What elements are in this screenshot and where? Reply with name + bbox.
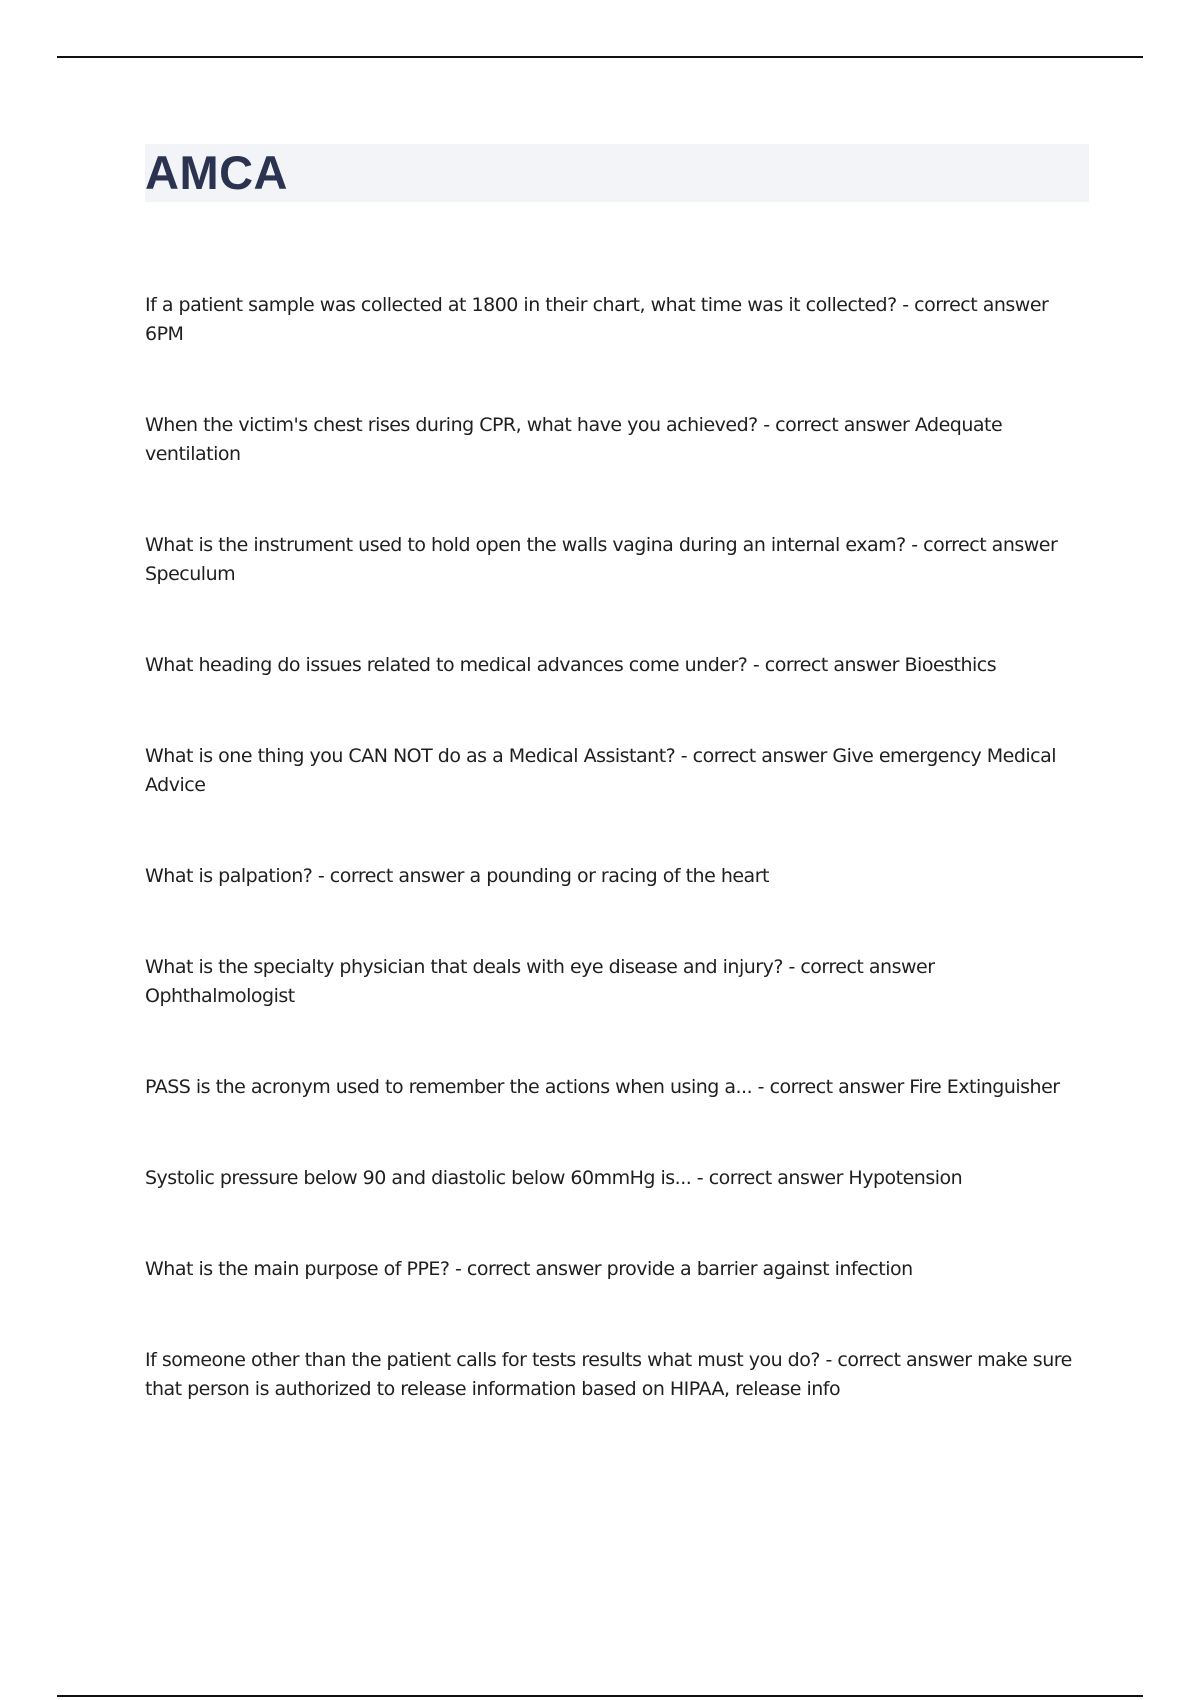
qa-item: What is one thing you CAN NOT do as a Medical Assistant? - correct answer Give emergency Medical Advice	[145, 745, 1057, 796]
document-title: AMCA	[145, 146, 288, 199]
qa-item: PASS is the acronym used to remember the actions when using a... - correct answer Fire Extinguisher	[145, 1076, 1060, 1098]
qa-item: When the victim's chest rises during CPR, what have you achieved? - correct answer Adequate ventilation	[145, 414, 1003, 465]
qa-item: If a patient sample was collected at 1800 in their chart, what time was it collected? - correct answer 6PM	[145, 294, 1049, 345]
qa-item: What heading do issues related to medical advances come under? - correct answer Bioesthics	[145, 654, 997, 676]
qa-item: What is the main purpose of PPE? - correct answer provide a barrier against infection	[145, 1258, 913, 1280]
qa-item: If someone other than the patient calls for tests results what must you do? - correct answer make sure that person is authorized to release information based on HIPAA, release info	[145, 1349, 1072, 1400]
qa-item: What is palpation? - correct answer a pounding or racing of the heart	[145, 865, 769, 887]
qa-item: What is the specialty physician that deals with eye disease and injury? - correct answer Ophthalmologist	[145, 956, 935, 1007]
bottom-rule	[57, 1695, 1143, 1697]
qa-list	[145, 291, 1089, 1466]
qa-item: What is the instrument used to hold open the walls vagina during an internal exam? - correct answer Speculum	[145, 534, 1058, 585]
qa-item: Systolic pressure below 90 and diastolic below 60mmHg is... - correct answer Hypotension	[145, 1167, 963, 1189]
top-rule	[57, 56, 1143, 58]
